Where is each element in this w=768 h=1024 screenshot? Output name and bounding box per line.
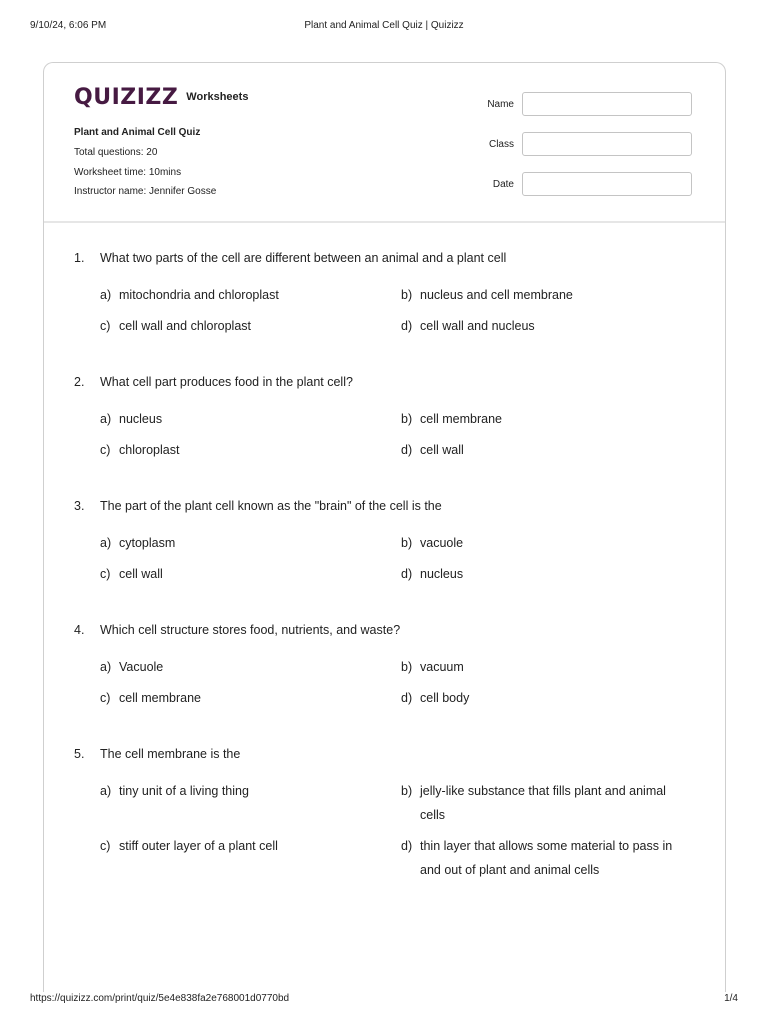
question-text: What two parts of the cell are different between an animal and a plant cell <box>100 251 507 265</box>
print-footer <box>30 993 738 1007</box>
date-label: Date <box>492 178 514 190</box>
option-text: nucleus <box>420 567 464 581</box>
option-letter: c) <box>100 443 111 457</box>
class-field-row <box>464 131 696 157</box>
option-a <box>100 283 389 307</box>
class-label: Class <box>488 138 514 150</box>
option-letter: c) <box>100 319 111 333</box>
print-page-title: Plant and Animal Cell Quiz | Quizizz <box>304 20 464 31</box>
name-label: Name <box>487 98 514 110</box>
quizizz-logo <box>74 83 248 111</box>
logo-wordmark: QUIZIZZ <box>74 84 179 110</box>
question-4 <box>74 621 694 721</box>
question-3 <box>74 497 694 597</box>
option-letter: b) <box>401 412 413 426</box>
option-d <box>401 686 690 710</box>
option-text: chloroplast <box>119 443 180 457</box>
option-letter: a) <box>100 288 112 302</box>
date-input[interactable] <box>522 172 692 196</box>
option-b <box>401 779 690 827</box>
option-c <box>100 438 389 462</box>
option-b <box>401 531 690 555</box>
worksheet <box>43 62 726 992</box>
option-letter: d) <box>401 567 413 581</box>
option-letter: d) <box>401 691 413 705</box>
option-letter: b) <box>401 784 413 798</box>
option-letter: b) <box>401 660 413 674</box>
print-datetime: 9/10/24, 6:06 PM <box>30 20 107 31</box>
question-text: The cell membrane is the <box>100 747 241 761</box>
question-text: Which cell structure stores food, nutrients, and waste? <box>100 623 401 637</box>
name-input[interactable] <box>522 92 692 116</box>
instructor-name: Instructor name: Jennifer Gosse <box>74 186 217 197</box>
option-text: cell wall and chloroplast <box>119 319 252 333</box>
question-number: 2. <box>74 375 85 389</box>
option-text: tiny unit of a living thing <box>119 784 249 798</box>
worksheet-header <box>44 63 725 223</box>
class-input[interactable] <box>522 132 692 156</box>
option-letter: d) <box>401 839 413 853</box>
option-letter: b) <box>401 288 413 302</box>
option-letter: d) <box>401 443 413 457</box>
option-b <box>401 283 690 307</box>
option-letter: a) <box>100 412 112 426</box>
option-d <box>401 834 690 882</box>
option-text: thin layer that allows some material to pass in and out of plant and animal cells <box>420 839 673 877</box>
question-1 <box>74 249 694 349</box>
option-a <box>100 407 389 431</box>
question-number: 5. <box>74 747 85 761</box>
option-c <box>100 834 389 858</box>
option-text: cell membrane <box>420 412 502 426</box>
question-number: 4. <box>74 623 85 637</box>
quiz-title: Plant and Animal Cell Quiz <box>74 127 201 138</box>
option-text: Vacuole <box>119 660 164 674</box>
option-a <box>100 655 389 679</box>
option-a <box>100 779 389 803</box>
option-d <box>401 314 690 338</box>
question-number: 1. <box>74 251 85 265</box>
option-b <box>401 407 690 431</box>
option-text: cell wall and nucleus <box>420 319 535 333</box>
option-d <box>401 562 690 586</box>
question-5 <box>74 745 694 885</box>
option-letter: a) <box>100 784 112 798</box>
option-a <box>100 531 389 555</box>
option-letter: d) <box>401 319 413 333</box>
option-letter: b) <box>401 536 413 550</box>
option-text: cell body <box>420 691 470 705</box>
question-number: 3. <box>74 499 85 513</box>
print-url: https://quizizz.com/print/quiz/5e4e838fa2e768001d0770bd <box>30 993 290 1004</box>
question-text: What cell part produces food in the plant cell? <box>100 375 353 389</box>
date-field-row <box>464 171 696 197</box>
option-text: cell wall <box>119 567 163 581</box>
option-text: nucleus <box>119 412 163 426</box>
option-b <box>401 655 690 679</box>
option-c <box>100 686 389 710</box>
option-text: cell membrane <box>119 691 201 705</box>
question-2 <box>74 373 694 473</box>
option-c <box>100 562 389 586</box>
option-text: vacuum <box>420 660 464 674</box>
option-text: jelly-like substance that fills plant and animal cells <box>420 784 666 822</box>
option-letter: c) <box>100 567 111 581</box>
option-text: vacuole <box>420 536 464 550</box>
print-page-number: 1/4 <box>724 993 738 1004</box>
option-letter: a) <box>100 536 112 550</box>
option-text: stiff outer layer of a plant cell <box>119 839 278 853</box>
option-d <box>401 438 690 462</box>
option-letter: a) <box>100 660 112 674</box>
name-field-row <box>464 91 696 117</box>
print-header <box>30 20 738 34</box>
option-letter: c) <box>100 691 111 705</box>
option-text: mitochondria and chloroplast <box>119 288 279 302</box>
option-letter: c) <box>100 839 111 853</box>
option-text: cytoplasm <box>119 536 176 550</box>
option-text: cell wall <box>420 443 464 457</box>
option-text: nucleus and cell membrane <box>420 288 573 302</box>
option-c <box>100 314 389 338</box>
total-questions: Total questions: 20 <box>74 147 158 158</box>
logo-section-label: Worksheets <box>186 91 249 103</box>
worksheet-time: Worksheet time: 10mins <box>74 167 182 178</box>
question-text: The part of the plant cell known as the "brain" of the cell is the <box>100 499 442 513</box>
